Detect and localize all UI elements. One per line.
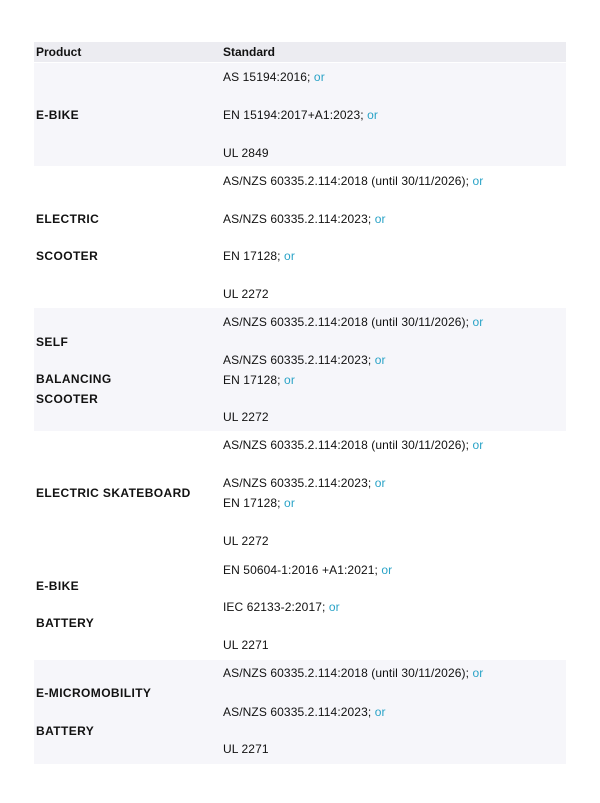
standard-line: [223, 174, 483, 188]
or-conjunction: or: [469, 438, 484, 452]
table-row: [34, 431, 566, 555]
standard-line: [223, 108, 378, 122]
product-name: SCOOTER: [36, 392, 99, 406]
product-name: SELF: [36, 335, 69, 349]
standard-text: EN 17128;: [223, 249, 281, 263]
standard-text: AS/NZS 60335.2.114:2018 (until 30/11/2026);: [223, 438, 470, 452]
or-conjunction: or: [371, 353, 386, 367]
or-conjunction: or: [325, 600, 340, 614]
product-name: E-BIKE: [36, 108, 80, 122]
product-name: BATTERY: [36, 724, 95, 738]
standard-text: EN 17128;: [223, 373, 281, 387]
product-name: ELECTRIC: [36, 212, 100, 226]
or-conjunction: or: [371, 476, 386, 490]
standard-line: [223, 742, 269, 756]
standard-line: [223, 70, 325, 84]
standard-text: IEC 62133-2:2017;: [223, 600, 326, 614]
product-name: E-MICROMOBILITY: [36, 686, 152, 700]
or-conjunction: or: [280, 249, 295, 263]
standards-table: [34, 42, 566, 764]
standard-text: UL 2849: [223, 146, 269, 160]
table-row: [34, 166, 566, 307]
standard-text: UL 2271: [223, 742, 269, 756]
standard-line: [223, 212, 386, 226]
or-conjunction: or: [469, 666, 484, 680]
standard-text: UL 2271: [223, 638, 269, 652]
standard-line: [223, 146, 269, 160]
or-conjunction: or: [371, 705, 386, 719]
standard-text: AS/NZS 60335.2.114:2018 (until 30/11/2026);: [223, 315, 470, 329]
standard-line: [223, 287, 269, 301]
standard-line: [223, 353, 386, 367]
standard-text: AS/NZS 60335.2.114:2018 (until 30/11/2026);: [223, 174, 470, 188]
or-conjunction: or: [310, 70, 325, 84]
table-row: [34, 555, 566, 659]
table-header: [34, 42, 566, 62]
product-name: BATTERY: [36, 616, 95, 630]
standard-line: [223, 410, 269, 424]
standard-line: [223, 249, 295, 263]
standard-text: AS/NZS 60335.2.114:2023;: [223, 705, 372, 719]
standard-text: EN 50604-1:2016 +A1:2021;: [223, 563, 378, 577]
or-conjunction: or: [280, 496, 295, 510]
standard-line: [223, 438, 483, 452]
standard-text: UL 2272: [223, 287, 269, 301]
standard-text: AS 15194:2016;: [223, 70, 311, 84]
standard-text: UL 2272: [223, 534, 269, 548]
or-conjunction: or: [377, 563, 393, 577]
or-conjunction: or: [371, 212, 386, 226]
standard-text: AS/NZS 60335.2.114:2023;: [223, 212, 372, 226]
header-standard: Standard: [223, 45, 276, 59]
standard-text: UL 2272: [223, 410, 269, 424]
product-name: E-BIKE: [36, 579, 80, 593]
header-product: Product: [36, 45, 82, 59]
standard-line: [223, 705, 386, 719]
table-row: [34, 659, 566, 764]
product-name: ELECTRIC SKATEBOARD: [36, 486, 191, 500]
standard-line: [223, 315, 483, 329]
or-conjunction: or: [469, 315, 484, 329]
standard-line: [223, 638, 269, 652]
standard-text: AS/NZS 60335.2.114:2023;: [223, 476, 372, 490]
standard-line: [223, 600, 340, 614]
or-conjunction: or: [280, 373, 295, 387]
table-row: [34, 62, 566, 166]
standard-line: [223, 373, 295, 387]
standard-text: AS/NZS 60335.2.114:2018 (until 30/11/2026);: [223, 666, 470, 680]
or-conjunction: or: [363, 108, 378, 122]
standard-line: [223, 496, 295, 510]
standard-text: EN 17128;: [223, 496, 281, 510]
standard-line: [223, 476, 386, 490]
standard-line: [223, 534, 269, 548]
table-body: [34, 62, 566, 764]
standard-line: [223, 563, 392, 577]
product-name: BALANCING: [36, 372, 112, 386]
standard-text: AS/NZS 60335.2.114:2023;: [223, 353, 372, 367]
standard-line: [223, 666, 483, 680]
standard-text: EN 15194:2017+A1:2023;: [223, 108, 364, 122]
table-row: [34, 307, 566, 431]
product-name: SCOOTER: [36, 249, 99, 263]
or-conjunction: or: [469, 174, 484, 188]
